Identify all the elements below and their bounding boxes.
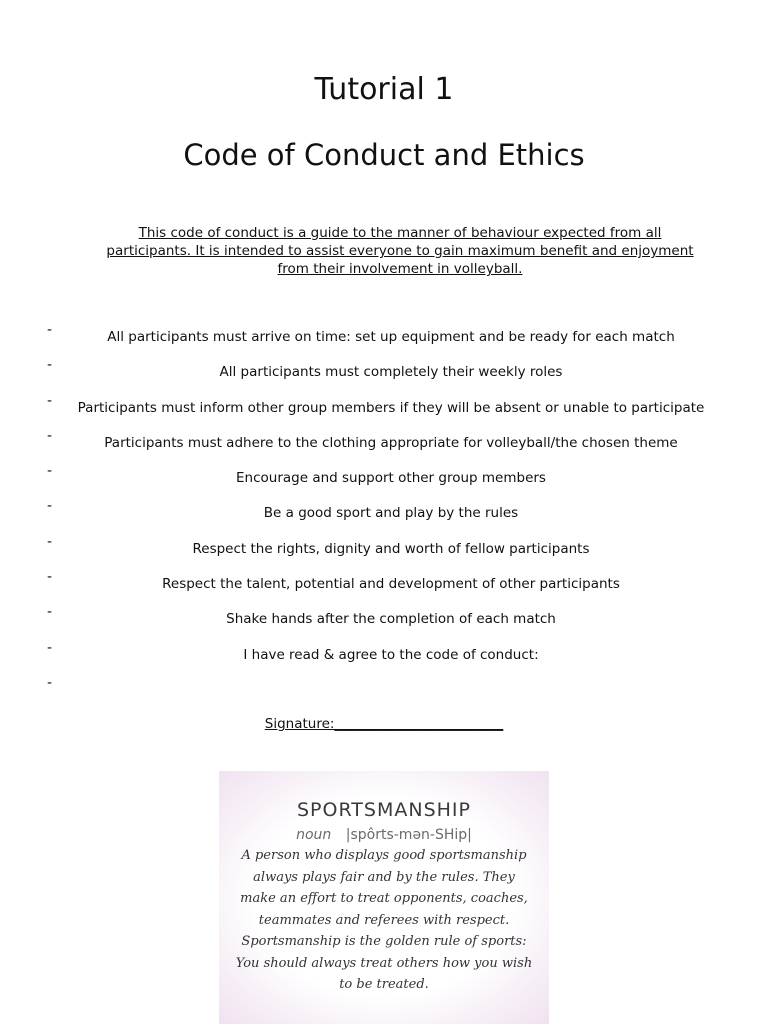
rule-text: Be a good sport and play by the rules xyxy=(263,505,519,522)
rule-list xyxy=(0,322,768,710)
rule-text: I have read & agree to the code of conduct: xyxy=(243,646,539,663)
rule-text: Respect the rights, dignity and worth of fellow participants xyxy=(192,540,590,557)
card-definition: A person who displays good sportsmanship always plays fair and by the rules. They make an effort to treat opponents, coaches, teammates and referees with respect. Sportsmanship is the golden rule of sports: You should always treat others how you wish to be treated. xyxy=(235,848,533,992)
rule-text: Participants must inform other group members if they will be absent or unable to participate xyxy=(77,399,705,416)
rule-text: Shake hands after the completion of each match xyxy=(226,611,556,628)
rule-item xyxy=(0,393,768,428)
card-word-info xyxy=(219,827,549,843)
rule-item xyxy=(0,569,768,604)
bullet-dash: - xyxy=(47,604,53,621)
page-title: Tutorial 1 xyxy=(314,72,454,107)
intro-paragraph: This code of conduct is a guide to the manner of behaviour expected from all participants. It is intended to assist everyone to gain maximum benefit and enjoyment from their involvement in volleyball. xyxy=(106,225,694,277)
bullet-dash: - xyxy=(47,357,53,374)
rule-item xyxy=(0,604,768,639)
bullet-dash: - xyxy=(47,392,53,409)
page-subtitle: Code of Conduct and Ethics xyxy=(183,138,585,172)
card-pronunciation: |spôrts-mən-SHip| xyxy=(345,827,472,843)
bullet-dash: - xyxy=(47,639,53,656)
rule-item xyxy=(0,498,768,533)
card-part-of-speech: noun xyxy=(296,827,332,843)
rule-text: Participants must adhere to the clothing appropriate for volleyball/the chosen theme xyxy=(104,434,678,451)
bullet-dash: - xyxy=(47,533,53,550)
rule-text: All participants must arrive on time: set up equipment and be ready for each match xyxy=(107,329,675,345)
rule-item xyxy=(0,357,768,392)
rule-text: Respect the talent, potential and development of other participants xyxy=(162,576,620,593)
bullet-dash: - xyxy=(47,322,53,338)
rule-item xyxy=(0,463,768,498)
bullet-dash: - xyxy=(47,569,53,586)
rule-item xyxy=(0,534,768,569)
rule-text: Encourage and support other group members xyxy=(236,470,546,487)
rule-item xyxy=(0,675,768,710)
rule-item xyxy=(0,640,768,675)
bullet-dash: - xyxy=(47,463,53,480)
rule-item xyxy=(0,428,768,463)
rule-item xyxy=(0,322,768,357)
bullet-dash: - xyxy=(47,674,53,691)
bullet-dash: - xyxy=(47,427,53,444)
sportsmanship-card xyxy=(219,771,549,1024)
card-heading: SPORTSMANSHIP xyxy=(297,799,471,821)
bullet-dash: - xyxy=(47,498,53,515)
rule-text: All participants must completely their weekly roles xyxy=(219,364,563,381)
signature-line: Signature:_________________________ xyxy=(264,716,504,732)
